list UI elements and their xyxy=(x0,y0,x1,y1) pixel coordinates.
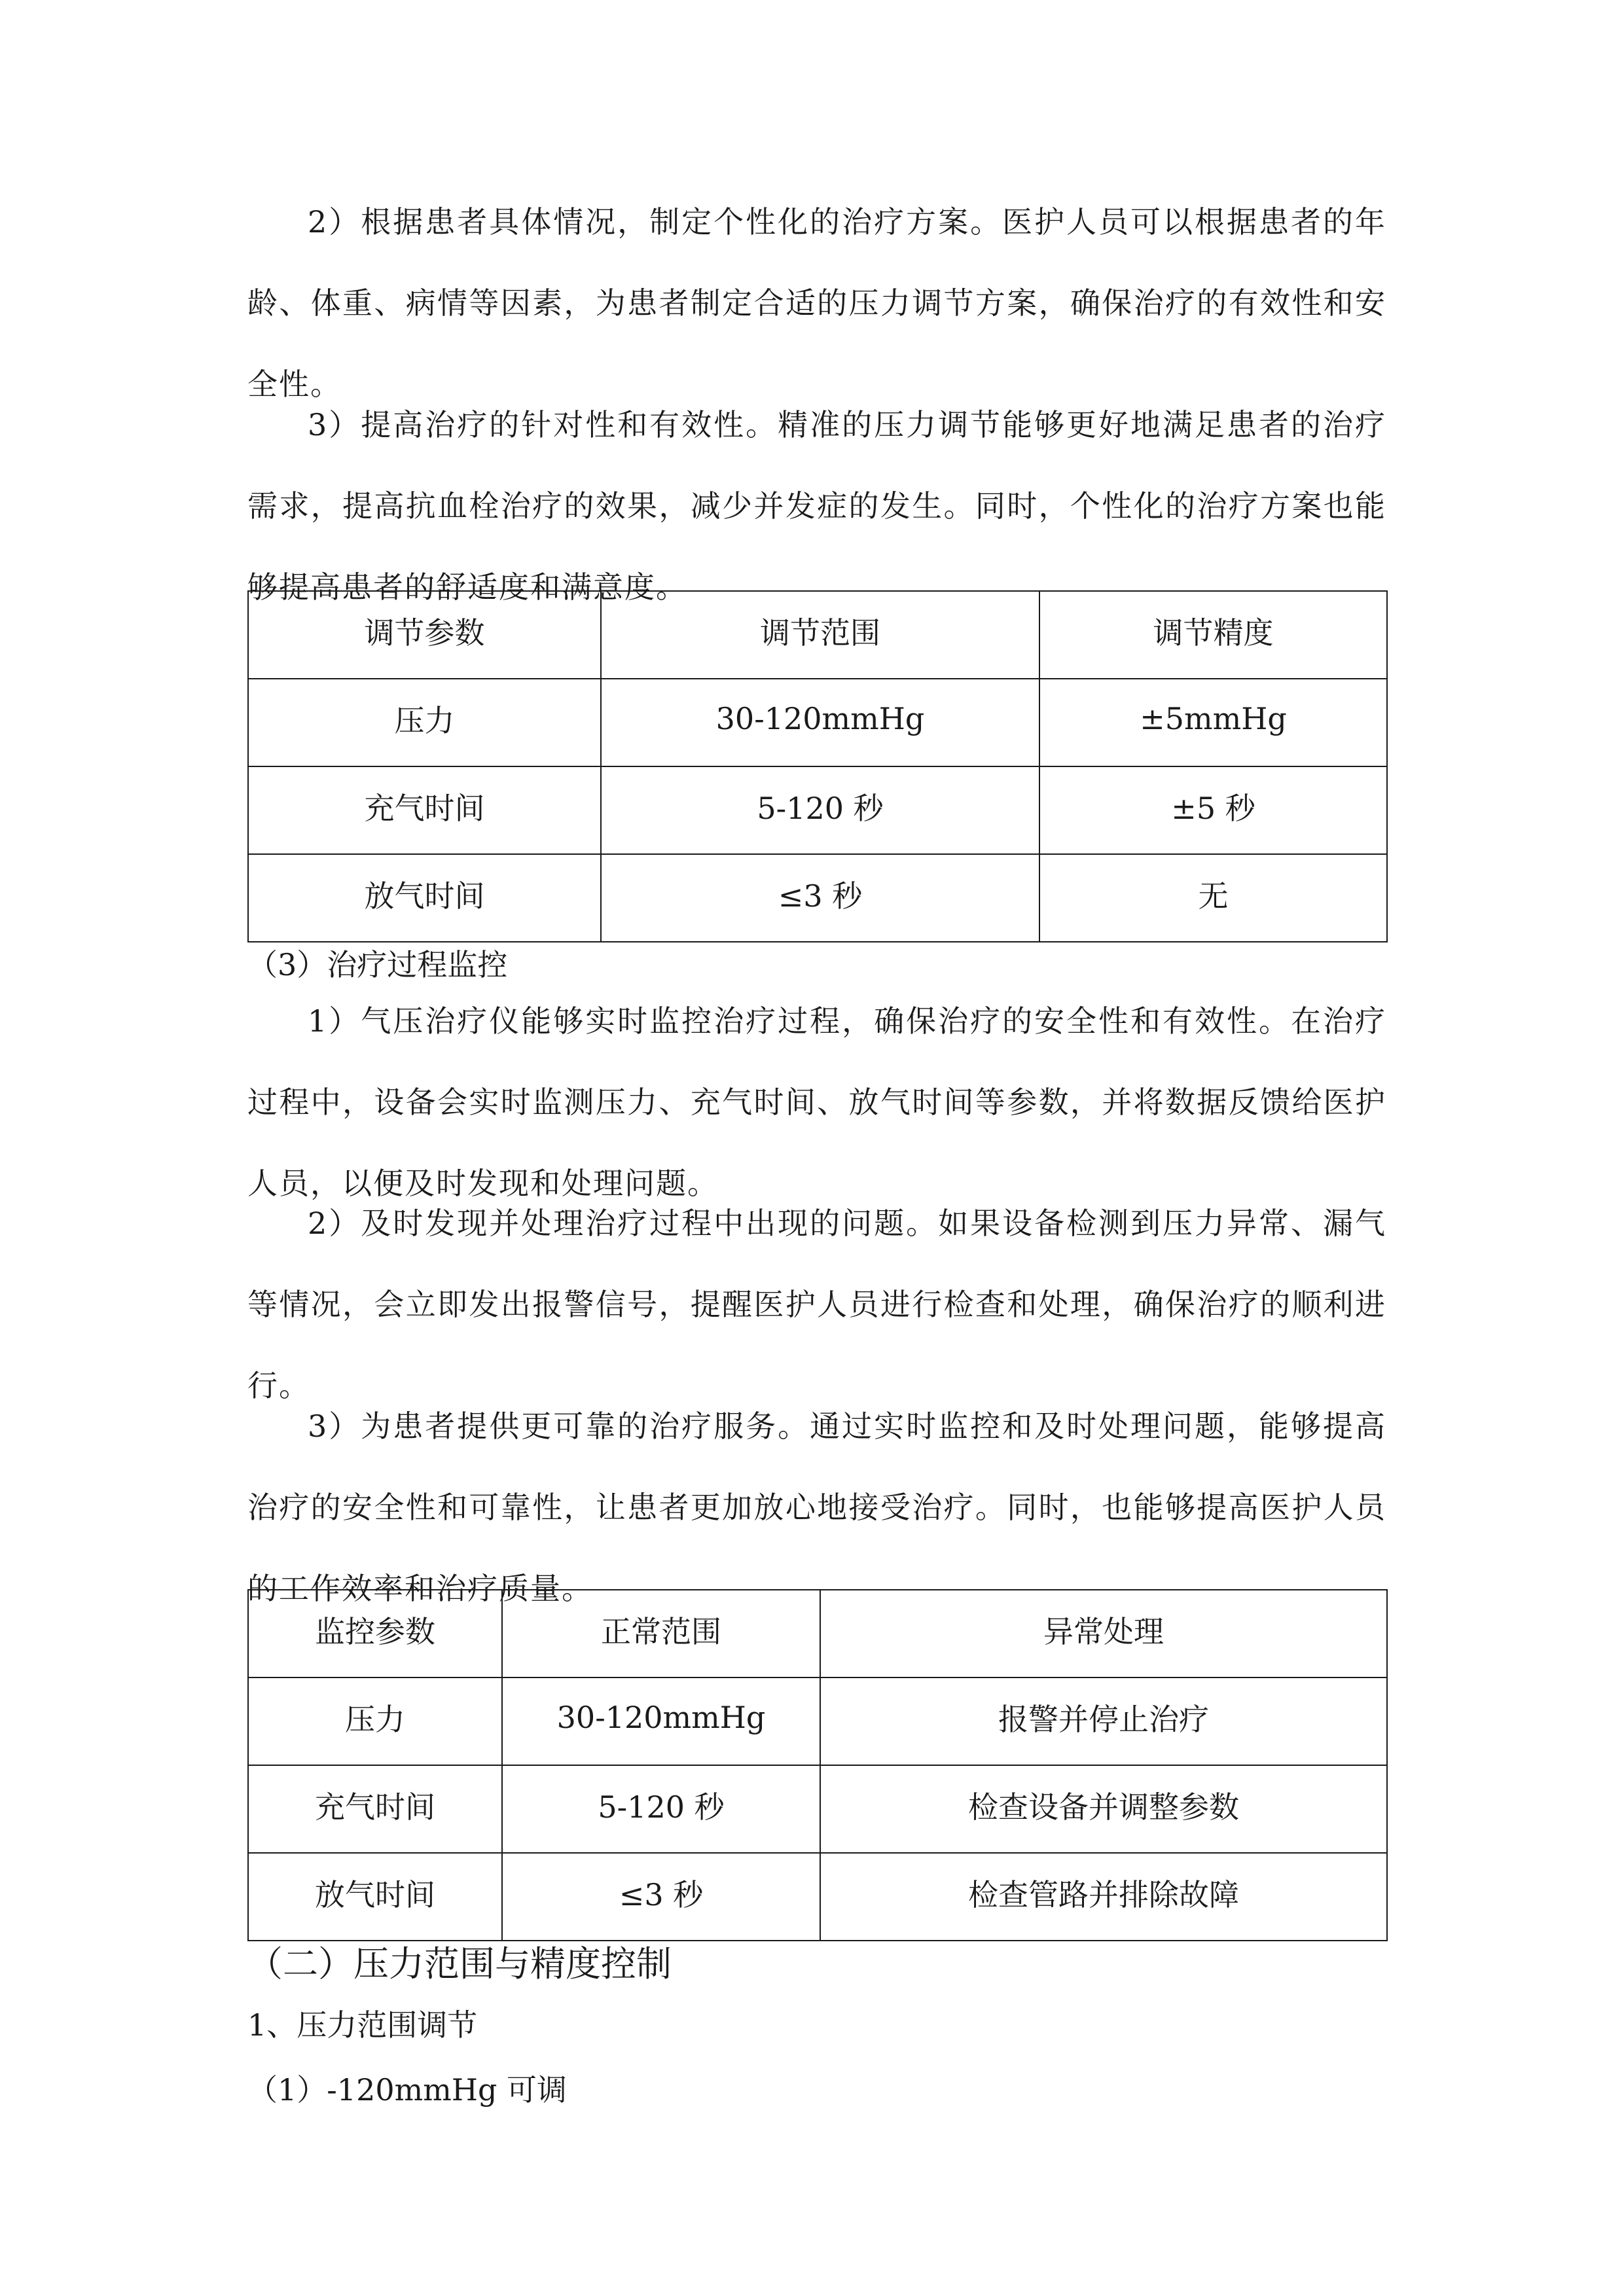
table-row xyxy=(248,766,1387,854)
table-header-cell: 监控参数 xyxy=(248,1590,502,1677)
table-cell: 压力 xyxy=(248,1677,502,1765)
table-cell: ±5mmHg xyxy=(1039,679,1387,766)
table-cell: 无 xyxy=(1039,854,1387,942)
table-row xyxy=(248,1853,1387,1941)
table-header-cell: 调节精度 xyxy=(1039,591,1387,679)
table-row xyxy=(248,1677,1387,1765)
table-cell: 检查设备并调整参数 xyxy=(820,1765,1387,1853)
table-header-cell: 调节参数 xyxy=(248,591,601,679)
table-row xyxy=(248,1765,1387,1853)
table-cell: 5-120 秒 xyxy=(502,1765,820,1853)
table-cell: 检查管路并排除故障 xyxy=(820,1853,1387,1941)
adjustment-parameters-table xyxy=(247,590,1388,942)
table-cell: ≤3 秒 xyxy=(601,854,1039,942)
table-cell: 压力 xyxy=(248,679,601,766)
table-cell: ≤3 秒 xyxy=(502,1853,820,1941)
paragraph-problem-handling: 2）及时发现并处理治疗过程中出现的问题。如果设备检测到压力异常、漏气等情况，会立即发出报警信号，提醒医护人员进行检查和处理，确保治疗的顺利进行。 xyxy=(247,1206,1386,1403)
paragraph-reliable-service: 3）为患者提供更可靠的治疗服务。通过实时监控和及时处理问题，能够提高治疗的安全性和可靠性，让患者更加放心地接受治疗。同时，也能够提高医护人员的工作效率和治疗质量。 xyxy=(247,1408,1386,1606)
table-cell: 充气时间 xyxy=(248,766,601,854)
table-header-row xyxy=(248,1590,1387,1677)
table-cell: 放气时间 xyxy=(248,854,601,942)
table-cell: ±5 秒 xyxy=(1039,766,1387,854)
paragraph-targeted-treatment: 3）提高治疗的针对性和有效性。精准的压力调节能够更好地满足患者的治疗需求，提高抗血栓治疗的效果，减少并发症的发生。同时，个性化的治疗方案也能够提高患者的舒适度和满意度。 xyxy=(247,407,1386,605)
item-heading: （1）-120mmHg 可调 xyxy=(247,2072,568,2108)
monitoring-parameters-table xyxy=(247,1589,1388,1941)
table-cell: 充气时间 xyxy=(248,1765,502,1853)
table-header-cell: 调节范围 xyxy=(601,591,1039,679)
table-header-row xyxy=(248,591,1387,679)
subsection-heading: 1、压力范围调节 xyxy=(247,2007,478,2043)
chapter-heading: （二）压力范围与精度控制 xyxy=(247,1943,672,1984)
paragraph-realtime-monitoring: 1）气压治疗仪能够实时监控治疗过程，确保治疗的安全性和有效性。在治疗过程中，设备会实时监测压力、充气时间、放气时间等参数，并将数据反馈给医护人员，以便及时发现和处理问题。 xyxy=(247,1003,1386,1201)
section-heading-monitoring: （3）治疗过程监控 xyxy=(247,947,508,982)
table-header-cell: 异常处理 xyxy=(820,1590,1387,1677)
table-cell: 放气时间 xyxy=(248,1853,502,1941)
table-row xyxy=(248,854,1387,942)
table-header-cell: 正常范围 xyxy=(502,1590,820,1677)
table-cell: 30-120mmHg xyxy=(502,1677,820,1765)
paragraph-individual-plan: 2）根据患者具体情况，制定个性化的治疗方案。医护人员可以根据患者的年龄、体重、病情等因素，为患者制定合适的压力调节方案，确保治疗的有效性和安全性。 xyxy=(247,204,1386,402)
table-cell: 30-120mmHg xyxy=(601,679,1039,766)
table-cell: 报警并停止治疗 xyxy=(820,1677,1387,1765)
table-cell: 5-120 秒 xyxy=(601,766,1039,854)
table-row xyxy=(248,679,1387,766)
